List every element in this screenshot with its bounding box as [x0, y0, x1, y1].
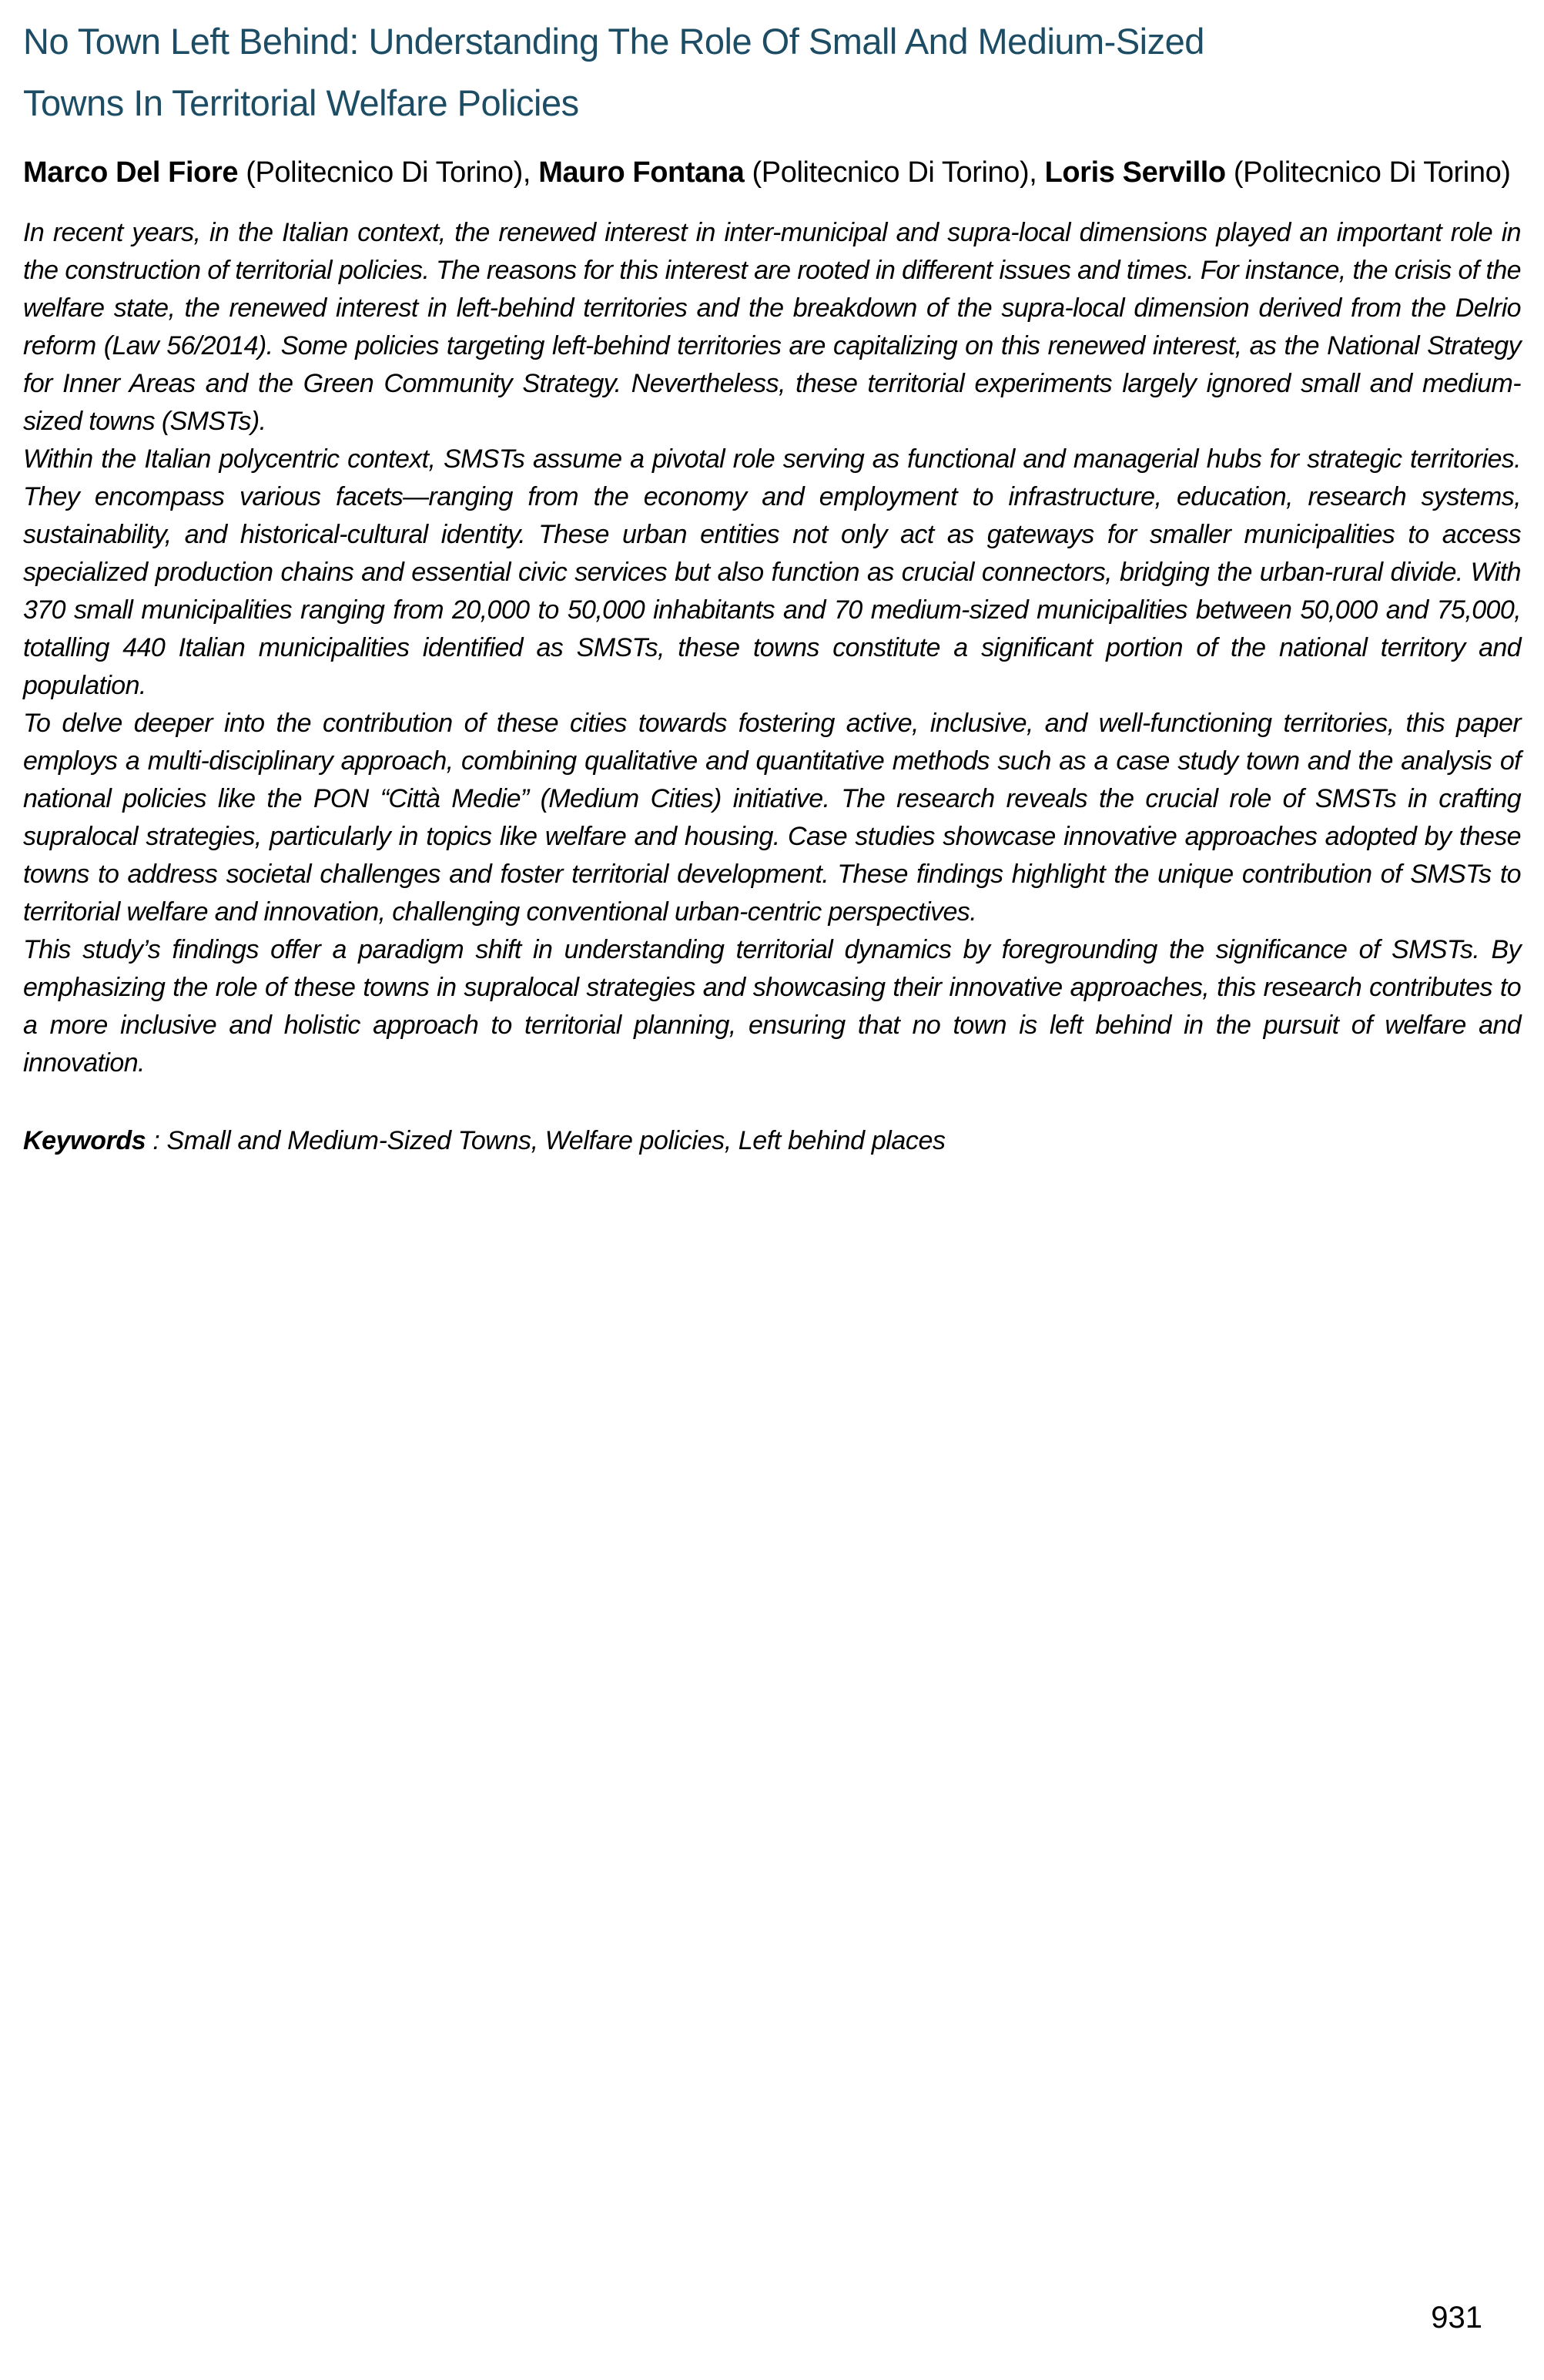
page-number: 931	[1431, 2301, 1482, 2335]
author-entry	[23, 156, 538, 189]
author-affiliation: (Politecnico Di Torino),	[238, 156, 539, 189]
author-affiliation: (Politecnico Di Torino)	[1225, 156, 1511, 189]
author-name: Mauro Fontana	[538, 156, 745, 189]
author-name: Marco Del Fiore	[23, 156, 239, 189]
keywords-label: Keywords	[23, 1126, 146, 1155]
abstract-body	[23, 214, 1521, 1082]
abstract-paragraph: In recent years, in the Italian context, the renewed interest in inter-municipal and supra-local dimensions played an important role in the construction of territorial policies. The reasons for this interest are rooted in different issues and times. For instance, the crisis of the welfare state, the renewed interest in left-behind territories and the breakdown of the supra-local dimension derived from the Delrio reform (Law 56/2014). Some policies targeting left-behind territories are capitalizing on this renewed interest, as the National Strategy for Inner Areas and the Green Community Strategy. Nevertheless, these territorial experiments largely ignored small and medium-sized towns (SMSTs).	[23, 218, 1521, 436]
abstract-paragraph: This study’s findings offer a paradigm shift in understanding territorial dynamics by foregrounding the significance of SMSTs. By emphasizing the role of these towns in supralocal strategies and showcasing their innovative approaches, this research contributes to a more inclusive and holistic approach to territorial planning, ensuring that no town is left behind in the pursuit of welfare and innovation.	[23, 935, 1521, 1078]
paper-title-line-1: No Town Left Behind: Understanding The Role Of Small And Medium-Sized	[23, 21, 1204, 62]
abstract-paragraph: To delve deeper into the contribution of these cities towards fostering active, inclusive, and well-functioning territories, this paper employs a multi-disciplinary approach, combining qualitative and quantitative methods such as a case study town and the analysis of national policies like the PON “Città Medie” (Medium Cities) initiative. The research reveals the crucial role of SMSTs in crafting supralocal strategies, particularly in topics like welfare and housing. Case studies showcase innovative approaches adopted by these towns to address societal challenges and foster territorial development. These findings highlight the unique contribution of SMSTs to territorial welfare and innovation, challenging conventional urban-centric perspectives.	[23, 709, 1521, 927]
author-entry	[538, 156, 1044, 189]
author-affiliation: (Politecnico Di Torino),	[744, 156, 1045, 189]
paper-title	[23, 11, 1521, 134]
abstract-paragraph: Within the Italian polycentric context, SMSTs assume a pivotal role serving as functional and managerial hubs for strategic territories. They encompass various facets—ranging from the economy and employment to infrastructure, education, research systems, sustainability, and historical-cultural identity. These urban entities not only act as gateways for smaller municipalities to access specialized production chains and essential civic services but also function as crucial connectors, bridging the urban-rural divide. With 370 small municipalities ranging from 20,000 to 50,000 inhabitants and 70 medium-sized municipalities between 50,000 and 75,000, totalling 440 Italian municipalities identified as SMSTs, these towns constitute a significant portion of the national territory and population.	[23, 444, 1521, 700]
keywords-text: Small and Medium-Sized Towns, Welfare policies, Left behind places	[166, 1126, 946, 1155]
keywords-separator: :	[146, 1126, 167, 1155]
author-name: Loris Servillo	[1044, 156, 1226, 189]
author-entry	[1045, 156, 1511, 189]
paper-title-line-2: Towns In Territorial Welfare Policies	[23, 82, 579, 123]
keywords-line	[23, 1122, 1521, 1160]
authors-line	[23, 154, 1521, 191]
